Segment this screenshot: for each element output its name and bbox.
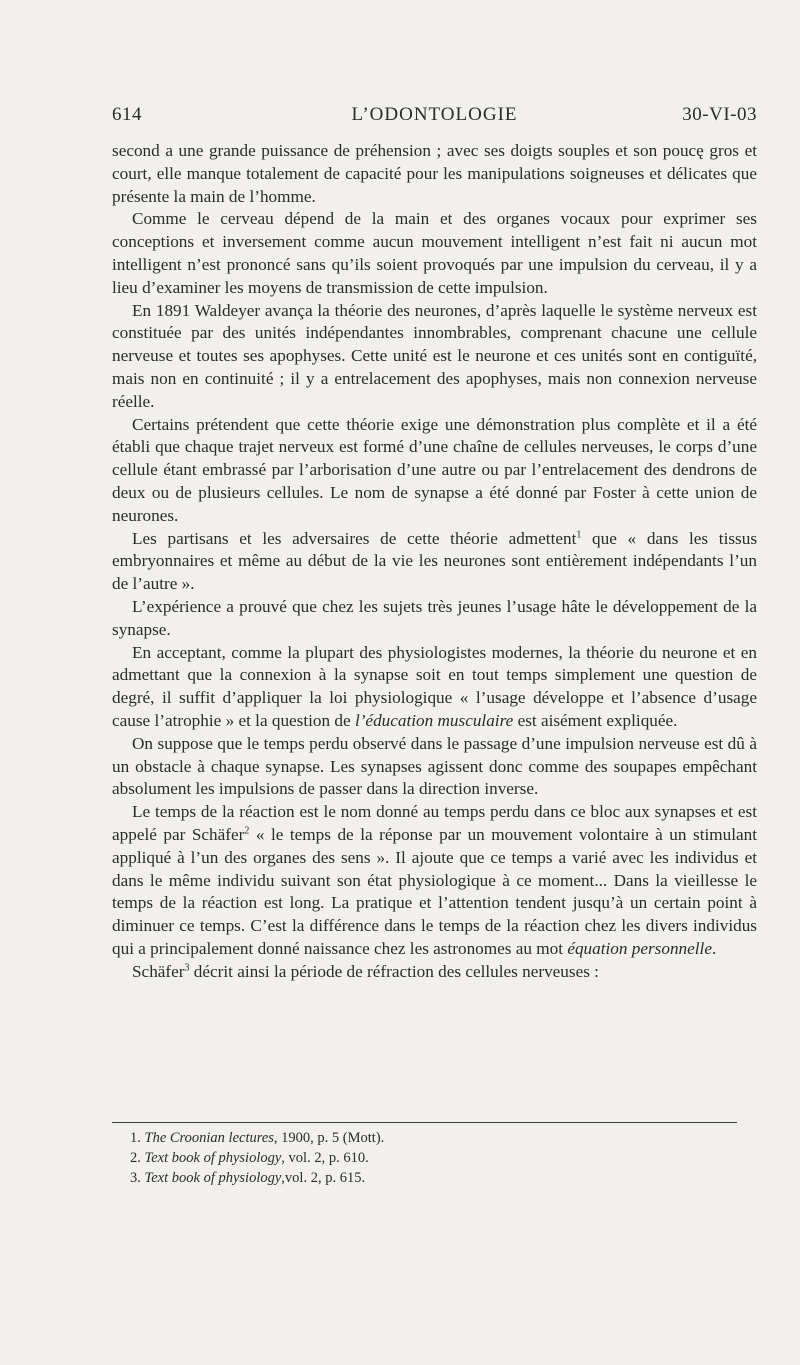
footnote-citation: , 1900, p. 5 (Mott). — [273, 1130, 385, 1146]
paragraph — [112, 596, 757, 642]
paragraph — [112, 414, 757, 528]
paragraph — [112, 642, 757, 733]
running-header — [112, 104, 757, 134]
footnote-title: Text book of physiology — [144, 1170, 282, 1186]
paragraph-text: En acceptant, comme la plupart des physiologistes modernes, la théorie du neurone et en admettant que la connexion à la synapse soit en tout temps simplement une question de degré, il suffit d’appliquer la loi physiologique « l’usage développe et l’absence d’usage cause l’atrophie » et la question de — [112, 642, 757, 730]
footnote-citation: , vol. 2, p. 610. — [281, 1150, 369, 1166]
paragraph-text: En 1891 Waldeyer avança la théorie des neurones, d’après laquelle le système nerveux est constituée par des unités indépendantes innombrables, comprenant chacune une cellule nerveuse et toutes ses apophyses. Cette unité est le neurone et ces unités sont en contiguïté, mais non en continuité ; il y a entrelacement des apophyses, mais non connexion nerveuse réelle. — [112, 300, 757, 411]
italic-text: équation personnelle — [567, 938, 712, 958]
paragraph-text: Comme le cerveau dépend de la main et des organes vocaux pour exprimer ses conceptions et inversement comme aucun mouvement intelligent n’est fait ni aucun mot intelligent n’est prononcé sans qu’ils soient provoqués par une impulsion du cerveau, il y a lieu d’examiner les moyens de transmission de cette impulsion. — [112, 209, 757, 297]
footnote — [130, 1148, 730, 1168]
paragraph — [112, 733, 757, 801]
footnote-reference: 2 — [244, 825, 250, 837]
paragraph — [112, 801, 757, 961]
paragraph-text: L’expérience a prouvé que chez les sujets très jeunes l’usage hâte le développement de la synapse. — [112, 596, 757, 639]
footnote-reference: 1 — [576, 528, 582, 540]
issue-date: 30-VI-03 — [682, 104, 757, 125]
page-number: 614 — [112, 104, 142, 125]
paragraph-text: Les partisans et les adversaires de cette théorie admettent — [132, 528, 577, 548]
footnote-divider — [112, 1122, 737, 1123]
footnote-title: Text book of physiology — [144, 1150, 282, 1166]
paragraph-text: Le temps de la réaction est le nom donné au temps perdu dans ce bloc aux synapses et est appelé par Schäfer — [112, 802, 757, 844]
paragraph-text: « le temps de la réponse par un mouvement volontaire à un stimulant appliqué à l’un des organes des sens ». Il ajoute que ce temps a varié avec les individus et dans le même individu suivant son état physiologique à ce moment... Dans la vieillesse le temps de la réaction est long. La pratique et l’attention tendent jusqu’à un certain point à diminuer ce temps. C’est la différence dans le temps de la réaction chez les divers individus qui a principalement donné naissance chez les astronomes au mot — [112, 824, 757, 958]
paragraph-text: On suppose que le temps perdu observé dans le passage d’une impulsion nerveuse est dû à un obstacle à chaque synapse. Les synapses agissent donc comme des soupapes empêchant absolument les impulsions de passer dans la direction inverse. — [112, 733, 757, 799]
footnotes — [130, 1128, 730, 1188]
journal-title: L’ODONTOLOGIE — [351, 104, 518, 125]
paragraph-text: second a une grande puissance de préhension ; avec ses doigts souples et son poucę gros et court, elle manque totalement de capacité pour les manipulations soigneuses et délicates que présente la main de l’homme. — [112, 141, 757, 206]
paragraph — [112, 961, 757, 984]
footnote-number: 3. — [130, 1170, 141, 1186]
paragraph-text: que « dans les tissus embryonnaires et même au début de la vie les neurones sont entièrement indépendants l’un de l’autre ». — [112, 528, 758, 594]
paragraph — [112, 208, 757, 299]
paragraph-text: décrit ainsi la période de réfraction des cellules nerveuses : — [189, 961, 599, 981]
footnote-reference: 3 — [184, 961, 190, 973]
footnote-number: 2. — [130, 1150, 141, 1166]
italic-text: l’éducation musculaire — [354, 710, 514, 730]
footnote-citation: ,vol. 2, p. 615. — [281, 1170, 366, 1186]
footnote-number: 1. — [130, 1130, 141, 1146]
paragraph-text: est aisément expliquée. — [513, 710, 678, 730]
footnote — [130, 1168, 730, 1188]
paragraph — [112, 528, 757, 596]
paragraph — [112, 300, 757, 414]
footnote — [130, 1128, 730, 1148]
paragraph-text: Schäfer — [132, 961, 185, 981]
body-text — [112, 140, 757, 983]
footnote-title: The Croonian lectures — [144, 1130, 274, 1146]
paragraph-text: . — [711, 938, 717, 958]
paragraph — [112, 140, 757, 208]
paragraph-text: Certains prétendent que cette théorie exige une démonstration plus complète et il a été établi que chaque trajet nerveux est formé d’une chaîne de cellules nerveuses, le corps d’une cellule étant embrassé par l’arborisation d’une autre ou par l’entrelacement des dendrons de deux ou de plusieurs cellules. Le nom de synapse a été donné par Foster à cette union de neurones. — [112, 414, 757, 525]
